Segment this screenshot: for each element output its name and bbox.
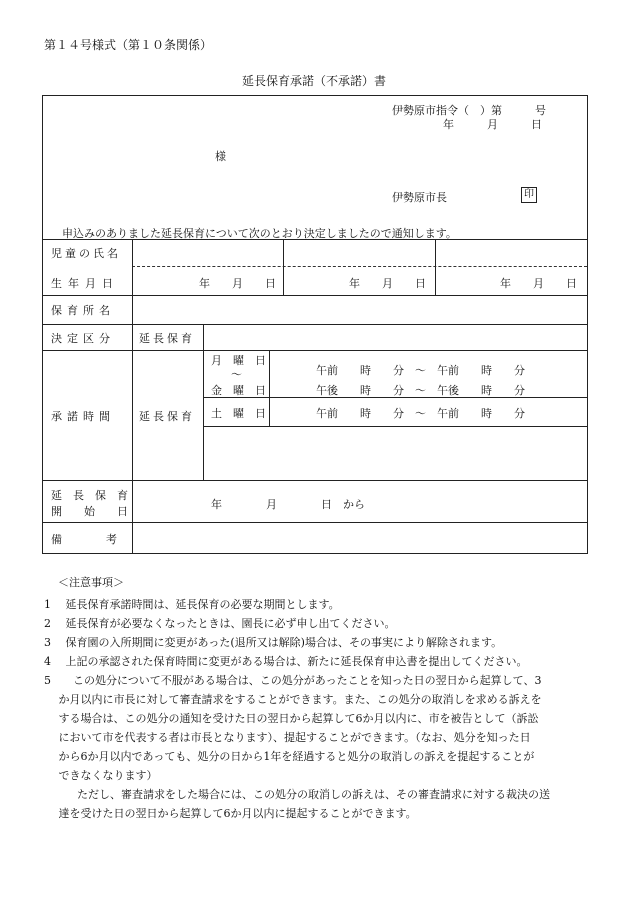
label-nursery: 保育所名	[51, 304, 115, 317]
start-date-value: 年 月 日 から	[211, 498, 365, 511]
label-decision: 決定区分	[51, 332, 115, 345]
label-saturday: 土 曜 日	[211, 407, 266, 420]
seal-mark: 印	[521, 187, 537, 203]
label-friday: 金 曜 日	[211, 384, 266, 397]
notes-heading: ＜注意事項＞	[58, 576, 124, 589]
note-line: 2 延長保育が必要なくなったときは、園長に必ず申し出てください。	[44, 617, 396, 630]
addressee-sama: 様	[215, 150, 226, 163]
label-monday: 月 曜 日	[211, 354, 266, 367]
label-tilde: 〜	[231, 368, 242, 381]
intro-text: 申込みのありました延長保育について次のとおり決定しましたので通知します。	[62, 227, 457, 240]
label-remarks: 備 考	[51, 533, 117, 546]
birth-date-cell-3: 年 月 日	[500, 277, 577, 290]
weekday-am-hours: 午前 時 分 〜 午前 時 分	[316, 364, 525, 377]
label-extended-care: 延長保育	[139, 332, 195, 345]
note-line: か月以内に市長に対して審査請求をすることができます。また、この処分の取消しを求める訴えを	[44, 693, 542, 706]
document-title: 延長保育承諾（不承諾）書	[242, 74, 387, 88]
birth-date-cell-1: 年 月 日	[199, 277, 276, 290]
note-line: において市を代表する者は市長となります）、提起することができます。（なお、処分を知った日	[44, 731, 531, 744]
weekday-pm-hours: 午後 時 分 〜 午後 時 分	[316, 384, 525, 397]
label-child-name: 児童の氏名	[51, 247, 121, 260]
note-line: する場合は、この処分の通知を受けた日の翌日から起算して6か月以内に、市を被告として（訴訟	[44, 712, 539, 725]
note-line: から6か月以内であっても、処分の日から1年を経過すると処分の取消しの訴えを提起することが	[44, 750, 535, 763]
label-birth-date: 生年月日	[51, 277, 119, 290]
note-line: 4 上記の承認された保育時間に変更がある場合は、新たに延長保育申込書を提出してください。	[44, 655, 528, 668]
note-line: 3 保育園の入所期間に変更があった(退所又は解除)場合は、その事実により解除されます。	[44, 636, 503, 649]
label-start-2: 開 始 日	[51, 505, 128, 518]
form-number: 第１４号様式（第１０条関係）	[44, 38, 213, 52]
label-start-1: 延 長 保 育	[51, 489, 128, 502]
note-line: 5 この処分について不服がある場合は、この処分があったことを知った日の翌日から起算して、3	[44, 674, 542, 687]
issue-date: 年 月 日	[443, 118, 542, 131]
label-extended-care-2: 延長保育	[139, 410, 195, 423]
birth-date-cell-2: 年 月 日	[349, 277, 426, 290]
note-line: 1 延長保育承諾時間は、延長保育の必要な期間とします。	[44, 598, 340, 611]
label-approved-hours: 承諾時間	[51, 410, 115, 423]
note-line: 達を受けた日の翌日から起算して6か月以内に提起することができます。	[44, 807, 417, 820]
reference-number: 伊勢原市指令（ ）第 号	[392, 104, 546, 117]
mayor-title: 伊勢原市長	[392, 191, 447, 204]
saturday-hours: 午前 時 分 〜 午前 時 分	[316, 407, 525, 420]
note-line: できなくなります）	[44, 769, 158, 782]
note-line: ただし、審査請求をした場合には、この処分の取消しの訴えは、その審査請求に対する裁決の送	[44, 788, 550, 801]
